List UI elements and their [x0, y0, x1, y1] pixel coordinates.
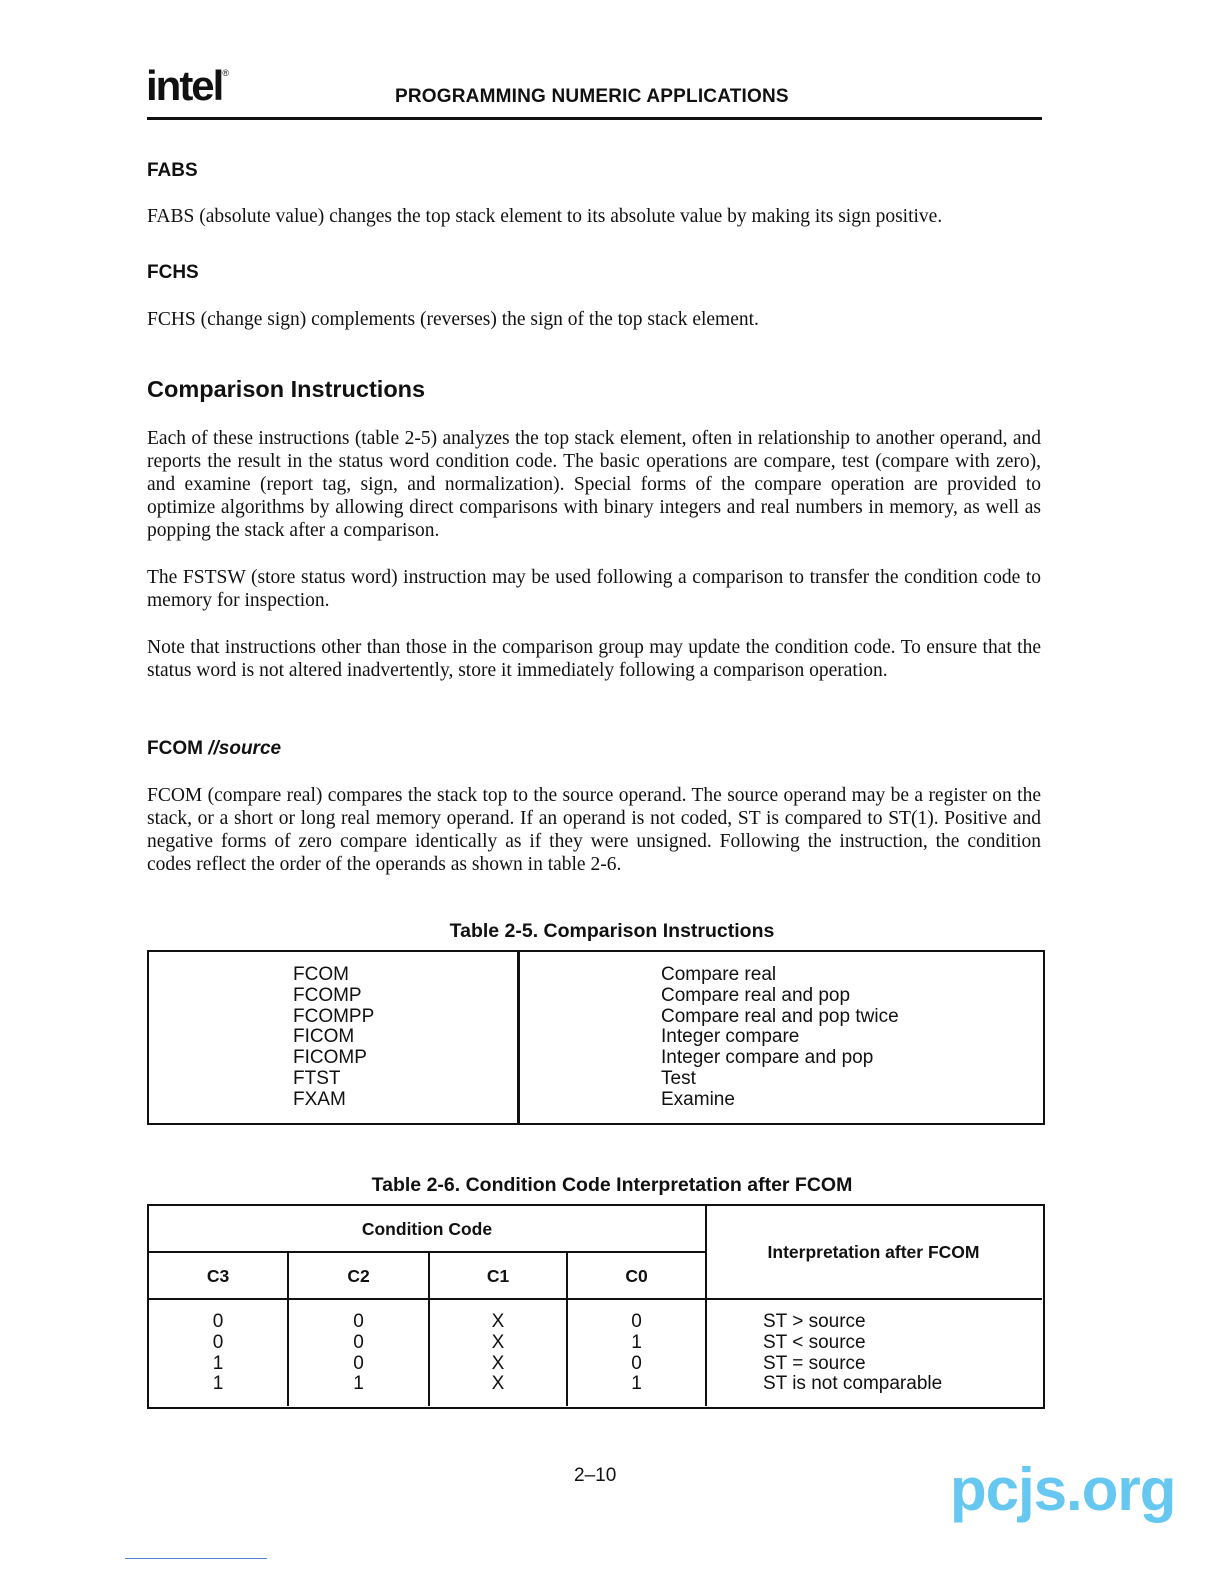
- fcom-body: FCOM (compare real) compares the stack top to the source operand. The source operand may be a register on the stack, or a short or long real memory operand. If an operand is not coded, ST is compared to ST(1). Positive and negative forms of zero compare identically as if they were unsigned. Following the instruction, the condition codes reflect the order of the operands as shown in table 2-6.: [147, 785, 1041, 875]
- interpretation-cell: ST > source: [763, 1311, 866, 1332]
- condition-code-header: Condition Code: [361, 1219, 493, 1239]
- table-cell: 1: [353, 1373, 364, 1395]
- table-cell: X: [491, 1331, 505, 1353]
- instruction-cell: FICOM: [293, 1026, 355, 1048]
- column-header-c1: C1: [486, 1266, 510, 1286]
- description-cell: Integer compare: [661, 1026, 800, 1048]
- table-divider: [149, 1298, 1042, 1300]
- description-cell: Compare real and pop: [661, 984, 851, 1006]
- table-cell: 0: [631, 1311, 642, 1332]
- comparison-paragraph-2: The FSTSW (store status word) instruction may be used following a comparison to transfer the condition code to memory for inspection.: [147, 567, 1041, 611]
- table-divider: [517, 952, 520, 1123]
- footer-line: [125, 1558, 267, 1559]
- fabs-body: FABS (absolute value) changes the top stack element to its absolute value by making its sign positive.: [147, 206, 943, 227]
- instruction-cell: FXAM: [293, 1088, 346, 1110]
- instruction-column: [293, 965, 374, 1111]
- table-2-5: [147, 950, 1045, 1125]
- fcom-heading: FCOM //source: [147, 738, 282, 759]
- fchs-heading: FCHS: [147, 262, 199, 283]
- interpretation-cell: ST is not comparable: [763, 1373, 943, 1395]
- table-2-6-caption: Table 2-6. Condition Code Interpretation after FCOM: [371, 1174, 853, 1196]
- description-cell: Examine: [661, 1088, 735, 1110]
- description-cell: Compare real and pop twice: [661, 1005, 899, 1027]
- table-cell: 0: [353, 1311, 364, 1332]
- instruction-cell: FCOMPP: [293, 1005, 375, 1027]
- table-cell: X: [491, 1373, 505, 1395]
- table-cell: 1: [631, 1331, 642, 1353]
- instruction-cell: FCOMP: [293, 984, 362, 1006]
- table-cell: 1: [631, 1373, 642, 1395]
- table-divider: [149, 1251, 705, 1253]
- c2-values: [289, 1312, 428, 1395]
- page-number: 2–10: [574, 1465, 617, 1486]
- column-header-c2: C2: [347, 1266, 370, 1286]
- description-cell: Test: [661, 1067, 696, 1089]
- column-header-c0: C0: [625, 1266, 648, 1286]
- comparison-paragraph-1: Each of these instructions (table 2-5) analyzes the top stack element, often in relationship to another operand, and reports the result in the status word condition code. The basic operations are compare, test (compare with zero), and examine (report tag, sign, and normalization). Special forms of the compare operation are provided to optimize algorithms by allowing direct comparisons with binary integers and real numbers in memory, as well as popping the stack after a comparison.: [147, 428, 1041, 541]
- table-cell: 0: [353, 1352, 364, 1374]
- interpretation-cell: ST < source: [763, 1331, 866, 1353]
- comparison-heading: Comparison Instructions: [147, 376, 426, 402]
- c1-values: [430, 1312, 566, 1395]
- pcjs-watermark: pcjs.org: [950, 1456, 1176, 1523]
- interpretation-cell: ST = source: [763, 1352, 866, 1374]
- interpretation-header: Interpretation after FCOM: [767, 1242, 980, 1262]
- description-column: [661, 965, 899, 1111]
- c0-values: [568, 1312, 705, 1395]
- table-cell: 0: [212, 1331, 224, 1353]
- instruction-cell: FCOM: [293, 964, 349, 985]
- c3-values: [149, 1312, 287, 1395]
- table-cell: 1: [212, 1352, 224, 1374]
- table-2-6: [147, 1204, 1045, 1409]
- table-cell: 0: [631, 1352, 642, 1374]
- running-head: PROGRAMMING NUMERIC APPLICATIONS: [395, 86, 789, 107]
- table-2-5-caption: Table 2-5. Comparison Instructions: [449, 920, 775, 942]
- table-cell: 0: [353, 1331, 364, 1353]
- instruction-cell: FICOMP: [293, 1047, 367, 1069]
- table-divider: [705, 1206, 707, 1406]
- comparison-paragraph-3: Note that instructions other than those in the comparison group may update the condition code. To ensure that the status word is not altered inadvertently, store it immediately following a comparison operation.: [147, 637, 1041, 681]
- table-cell: 0: [212, 1311, 224, 1332]
- fcom-operand: //source: [208, 738, 282, 759]
- intel-logo: intel®: [146, 62, 227, 109]
- table-cell: 1: [212, 1373, 224, 1395]
- column-header-c3: C3: [206, 1266, 230, 1286]
- table-cell: X: [491, 1311, 505, 1332]
- description-cell: Integer compare and pop: [661, 1047, 874, 1069]
- instruction-cell: FTST: [293, 1067, 341, 1089]
- interpretation-values: [763, 1312, 942, 1395]
- table-cell: X: [491, 1352, 505, 1374]
- fchs-body: FCHS (change sign) complements (reverses) the sign of the top stack element.: [147, 309, 759, 330]
- description-cell: Compare real: [661, 964, 777, 985]
- fabs-heading: FABS: [147, 160, 198, 181]
- header-rule: [147, 117, 1042, 120]
